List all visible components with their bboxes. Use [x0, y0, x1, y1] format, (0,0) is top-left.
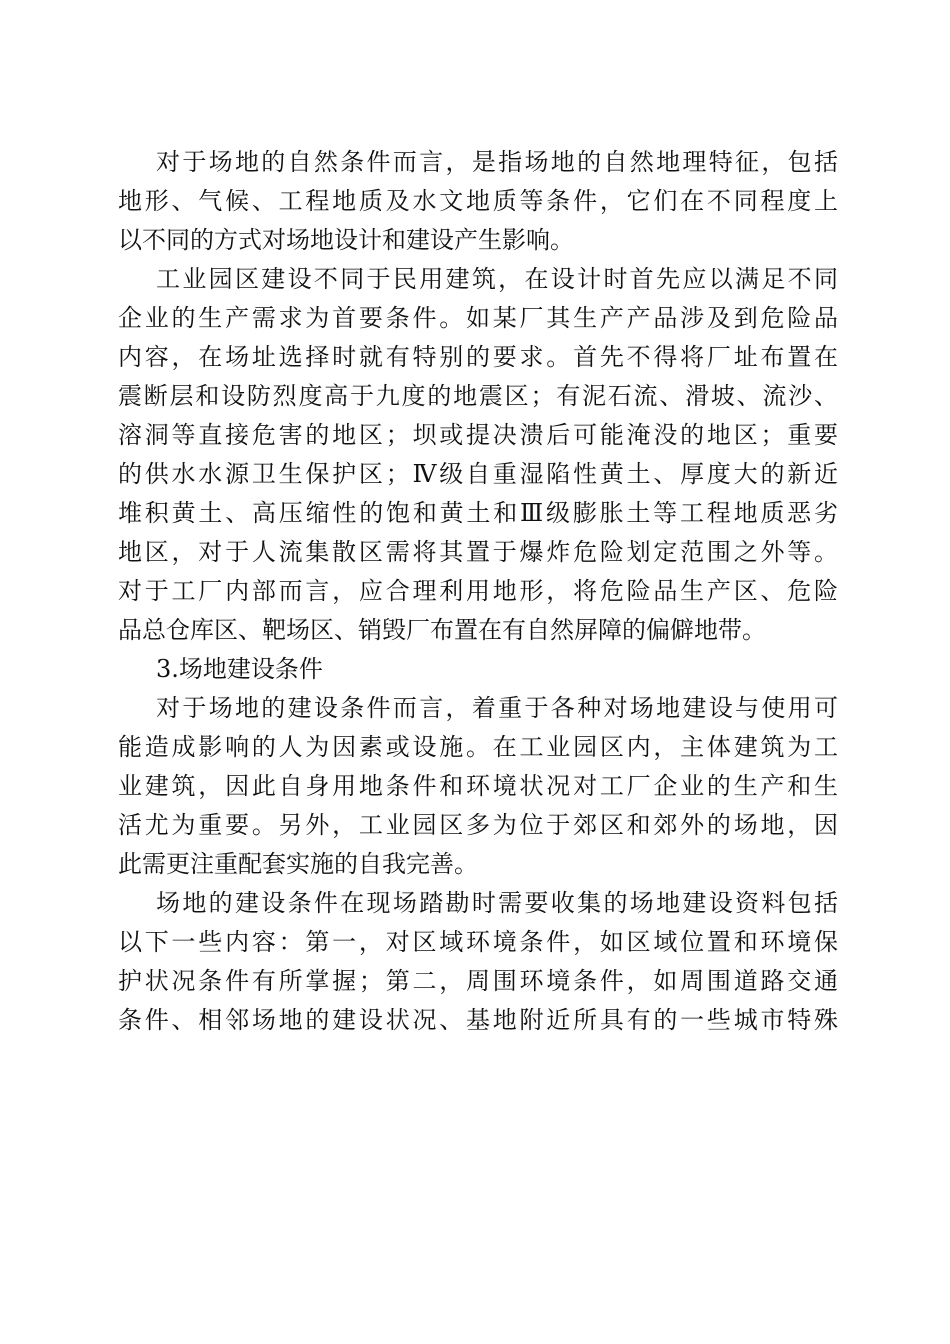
- paragraph-4-line-1: 场地的建设条件在现场踏勘时需要收集的场地建设资料包括: [156, 889, 838, 917]
- paragraph-2-line-1: 工业园区建设不同于民用建筑，在设计时首先应以满足不同: [156, 265, 838, 293]
- paragraph-3-line-2: 能造成影响的人为因素或设施。在工业园区内，主体建筑为工: [118, 733, 838, 761]
- section-heading: 3.场地建设条件: [156, 655, 323, 683]
- paragraph-1-line-1: 对于场地的自然条件而言，是指场地的自然地理特征，包括: [156, 148, 838, 176]
- paragraph-3-line-5: 此需更注重配套实施的自我完善。: [118, 850, 478, 878]
- document-body: [118, 143, 838, 1040]
- paragraph-1-line-2: 地形、气候、工程地质及水文地质等条件，它们在不同程度上: [118, 187, 838, 215]
- paragraph-4-line-3: 护状况条件有所掌握；第二，周围环境条件，如周围道路交通: [118, 967, 838, 995]
- paragraph-4-line-2: 以下一些内容：第一，对区域环境条件，如区域位置和环境保: [118, 928, 838, 956]
- paragraph-2-line-10: 品总仓库区、靶场区、销毁厂布置在有自然屏障的偏僻地带。: [118, 616, 766, 644]
- paragraph-4-line-4: 条件、相邻场地的建设状况、基地附近所具有的一些城市特殊: [118, 1006, 838, 1034]
- paragraph-2-line-9: 对于工厂内部而言，应合理利用地形，将危险品生产区、危险: [118, 577, 838, 605]
- paragraph-2-line-5: 溶洞等直接危害的地区；坝或提决溃后可能淹没的地区；重要: [118, 421, 838, 449]
- paragraph-2-line-3: 内容，在场址选择时就有特别的要求。首先不得将厂址布置在: [118, 343, 838, 371]
- paragraph-3-line-1: 对于场地的建设条件而言，着重于各种对场地建设与使用可: [156, 694, 838, 722]
- paragraph-2-line-4: 震断层和设防烈度高于九度的地震区；有泥石流、滑坡、流沙、: [118, 382, 838, 410]
- paragraph-2-line-6: 的供水水源卫生保护区；Ⅳ级自重湿陷性黄土、厚度大的新近: [118, 460, 838, 488]
- paragraph-3-line-3: 业建筑，因此自身用地条件和环境状况对工厂企业的生产和生: [118, 772, 838, 800]
- paragraph-1-line-3: 以不同的方式对场地设计和建设产生影响。: [118, 226, 574, 254]
- paragraph-2-line-8: 地区，对于人流集散区需将其置于爆炸危险划定范围之外等。: [118, 538, 838, 566]
- paragraph-3-line-4: 活尤为重要。另外，工业园区多为位于郊区和郊外的场地，因: [118, 811, 838, 839]
- paragraph-2-line-7: 堆积黄土、高压缩性的饱和黄土和Ⅲ级膨胀土等工程地质恶劣: [118, 499, 838, 527]
- paragraph-2-line-2: 企业的生产需求为首要条件。如某厂其生产产品涉及到危险品: [118, 304, 838, 332]
